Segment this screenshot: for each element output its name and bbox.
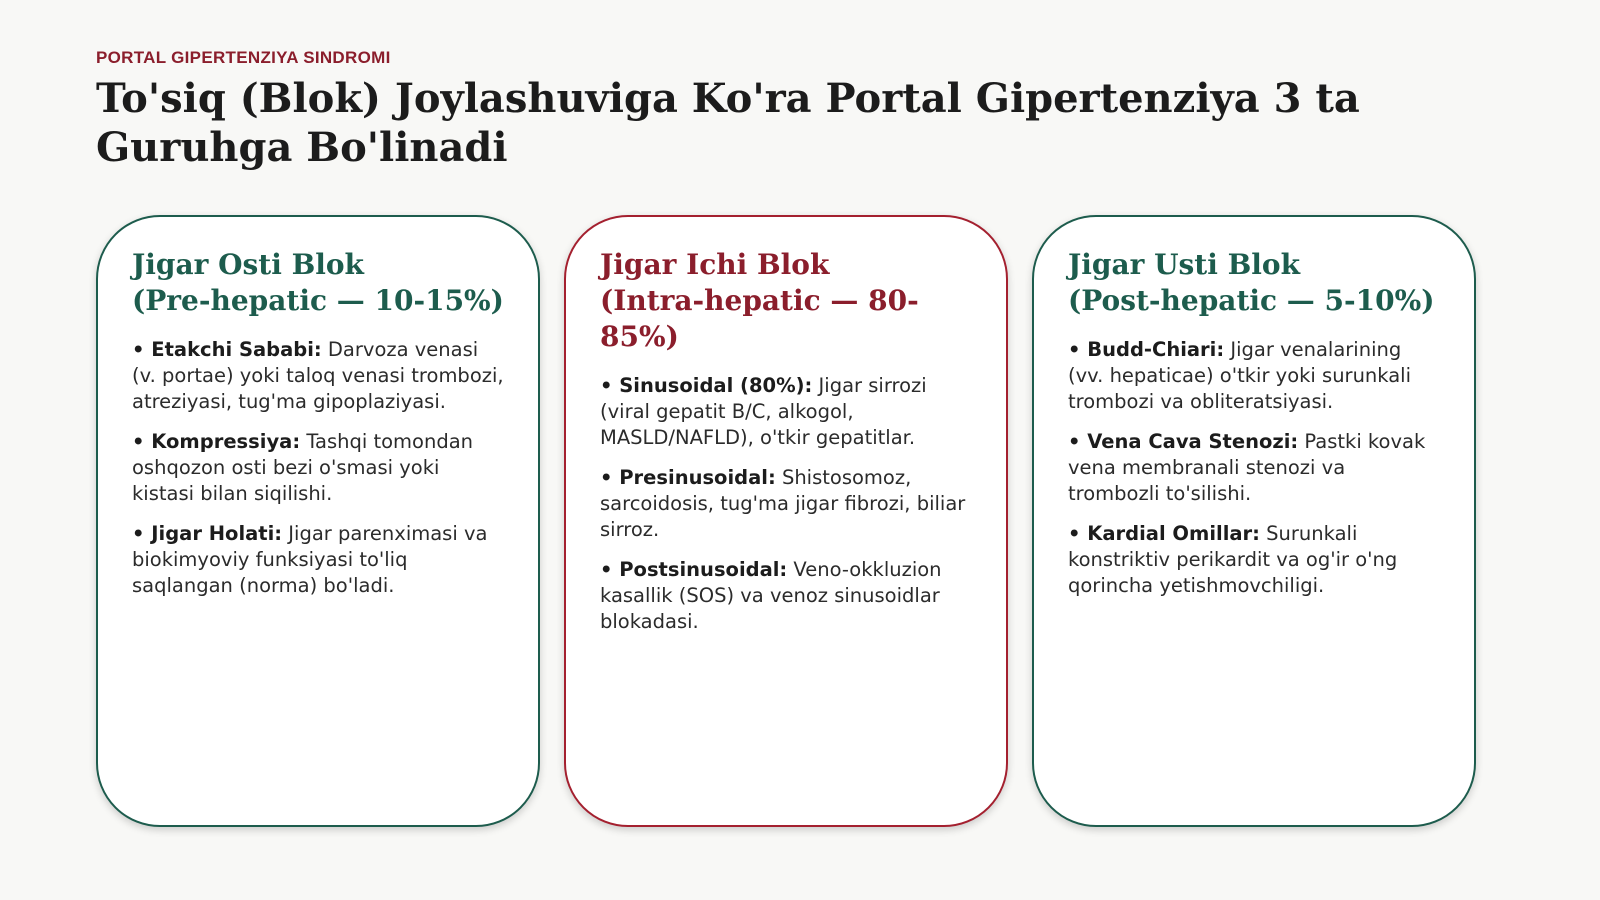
list-item (600, 557, 972, 635)
bullet-dot: • (132, 522, 152, 545)
bullet-lead: Presinusoidal: (619, 466, 776, 489)
card-title-name: Jigar Osti Blok (132, 248, 364, 281)
bullet-text: Veno-okkluzion kasallik (SOS) va venoz sinusoidlar blokadasi. (600, 558, 942, 633)
page-title: To'siq (Blok) Joylashuviga Ko'ra Portal Gipertenziya 3 ta Guruhga Bo'linadi (96, 75, 1360, 171)
classification-cards (96, 215, 1476, 827)
bullet-text: Tashqi tomondan oshqozon osti bezi o'smasi yoki kistasi bilan siqilishi. (132, 430, 474, 505)
bullet-dot: • (1068, 430, 1088, 453)
bullet-dot: • (1068, 522, 1088, 545)
bullet-text: Jigar sirrozi (viral gepatit B/C, alkogol, MASLD/NAFLD), o'tkir gepatitlar. (600, 374, 927, 449)
list-item (1068, 429, 1440, 507)
bullet-list (600, 373, 972, 635)
bullet-text: Surunkali konstriktiv perikardit va og'ir o'ng qorincha yetishmovchiligi. (1068, 522, 1398, 597)
list-item (1068, 521, 1440, 599)
bullet-dot: • (1068, 338, 1088, 361)
card-title-subtitle: (Pre-hepatic — 10-15%) (132, 284, 504, 317)
card-title-name: Jigar Ichi Blok (600, 248, 830, 281)
bullet-text: Jigar parenximasi va biokimyoviy funksiyasi to'liq saqlangan (norma) bo'ladi. (132, 522, 488, 597)
list-item (600, 373, 972, 451)
bullet-lead: Budd-Chiari: (1087, 338, 1225, 361)
bullet-lead: Kompressiya: (151, 430, 301, 453)
bullet-dot: • (600, 558, 620, 581)
bullet-dot: • (132, 338, 152, 361)
list-item (132, 429, 504, 507)
card-title-subtitle: (Intra-hepatic — 80-85%) (600, 284, 919, 353)
list-item (132, 337, 504, 415)
bullet-dot: • (600, 374, 620, 397)
bullet-text: Darvoza venasi (v. portae) yoki taloq venasi trombozi, atreziyasi, tug'ma gipoplaziyasi. (132, 338, 504, 413)
bullet-dot: • (132, 430, 152, 453)
bullet-text: Shistosomoz, sarcoidosis, tug'ma jigar fibrozi, biliar sirroz. (600, 466, 966, 541)
card-post-hepatic (1032, 215, 1476, 827)
card-title (1068, 247, 1440, 319)
card-intra-hepatic (564, 215, 1008, 827)
list-item (132, 521, 504, 599)
bullet-lead: Vena Cava Stenozi: (1087, 430, 1299, 453)
bullet-lead: Jigar Holati: (151, 522, 283, 545)
card-title-name: Jigar Usti Blok (1068, 248, 1300, 281)
bullet-lead: Kardial Omillar: (1087, 522, 1260, 545)
bullet-dot: • (600, 466, 620, 489)
bullet-list (1068, 337, 1440, 599)
card-title-subtitle: (Post-hepatic — 5-10%) (1068, 284, 1435, 317)
list-item (1068, 337, 1440, 415)
card-pre-hepatic (96, 215, 540, 827)
card-title (600, 247, 972, 355)
list-item (600, 465, 972, 543)
bullet-text: Jigar venalarining (vv. hepaticae) o'tkir yoki surunkali trombozi va obliteratsiyasi. (1068, 338, 1412, 413)
bullet-text: Pastki kovak vena membranali stenozi va trombozli to'silishi. (1068, 430, 1426, 505)
section-kicker: PORTAL GIPERTENZIYA SINDROMI (96, 48, 391, 67)
card-title (132, 247, 504, 319)
bullet-list (132, 337, 504, 599)
bullet-lead: Sinusoidal (80%): (619, 374, 813, 397)
bullet-lead: Postsinusoidal: (619, 558, 788, 581)
bullet-lead: Etakchi Sababi: (151, 338, 322, 361)
